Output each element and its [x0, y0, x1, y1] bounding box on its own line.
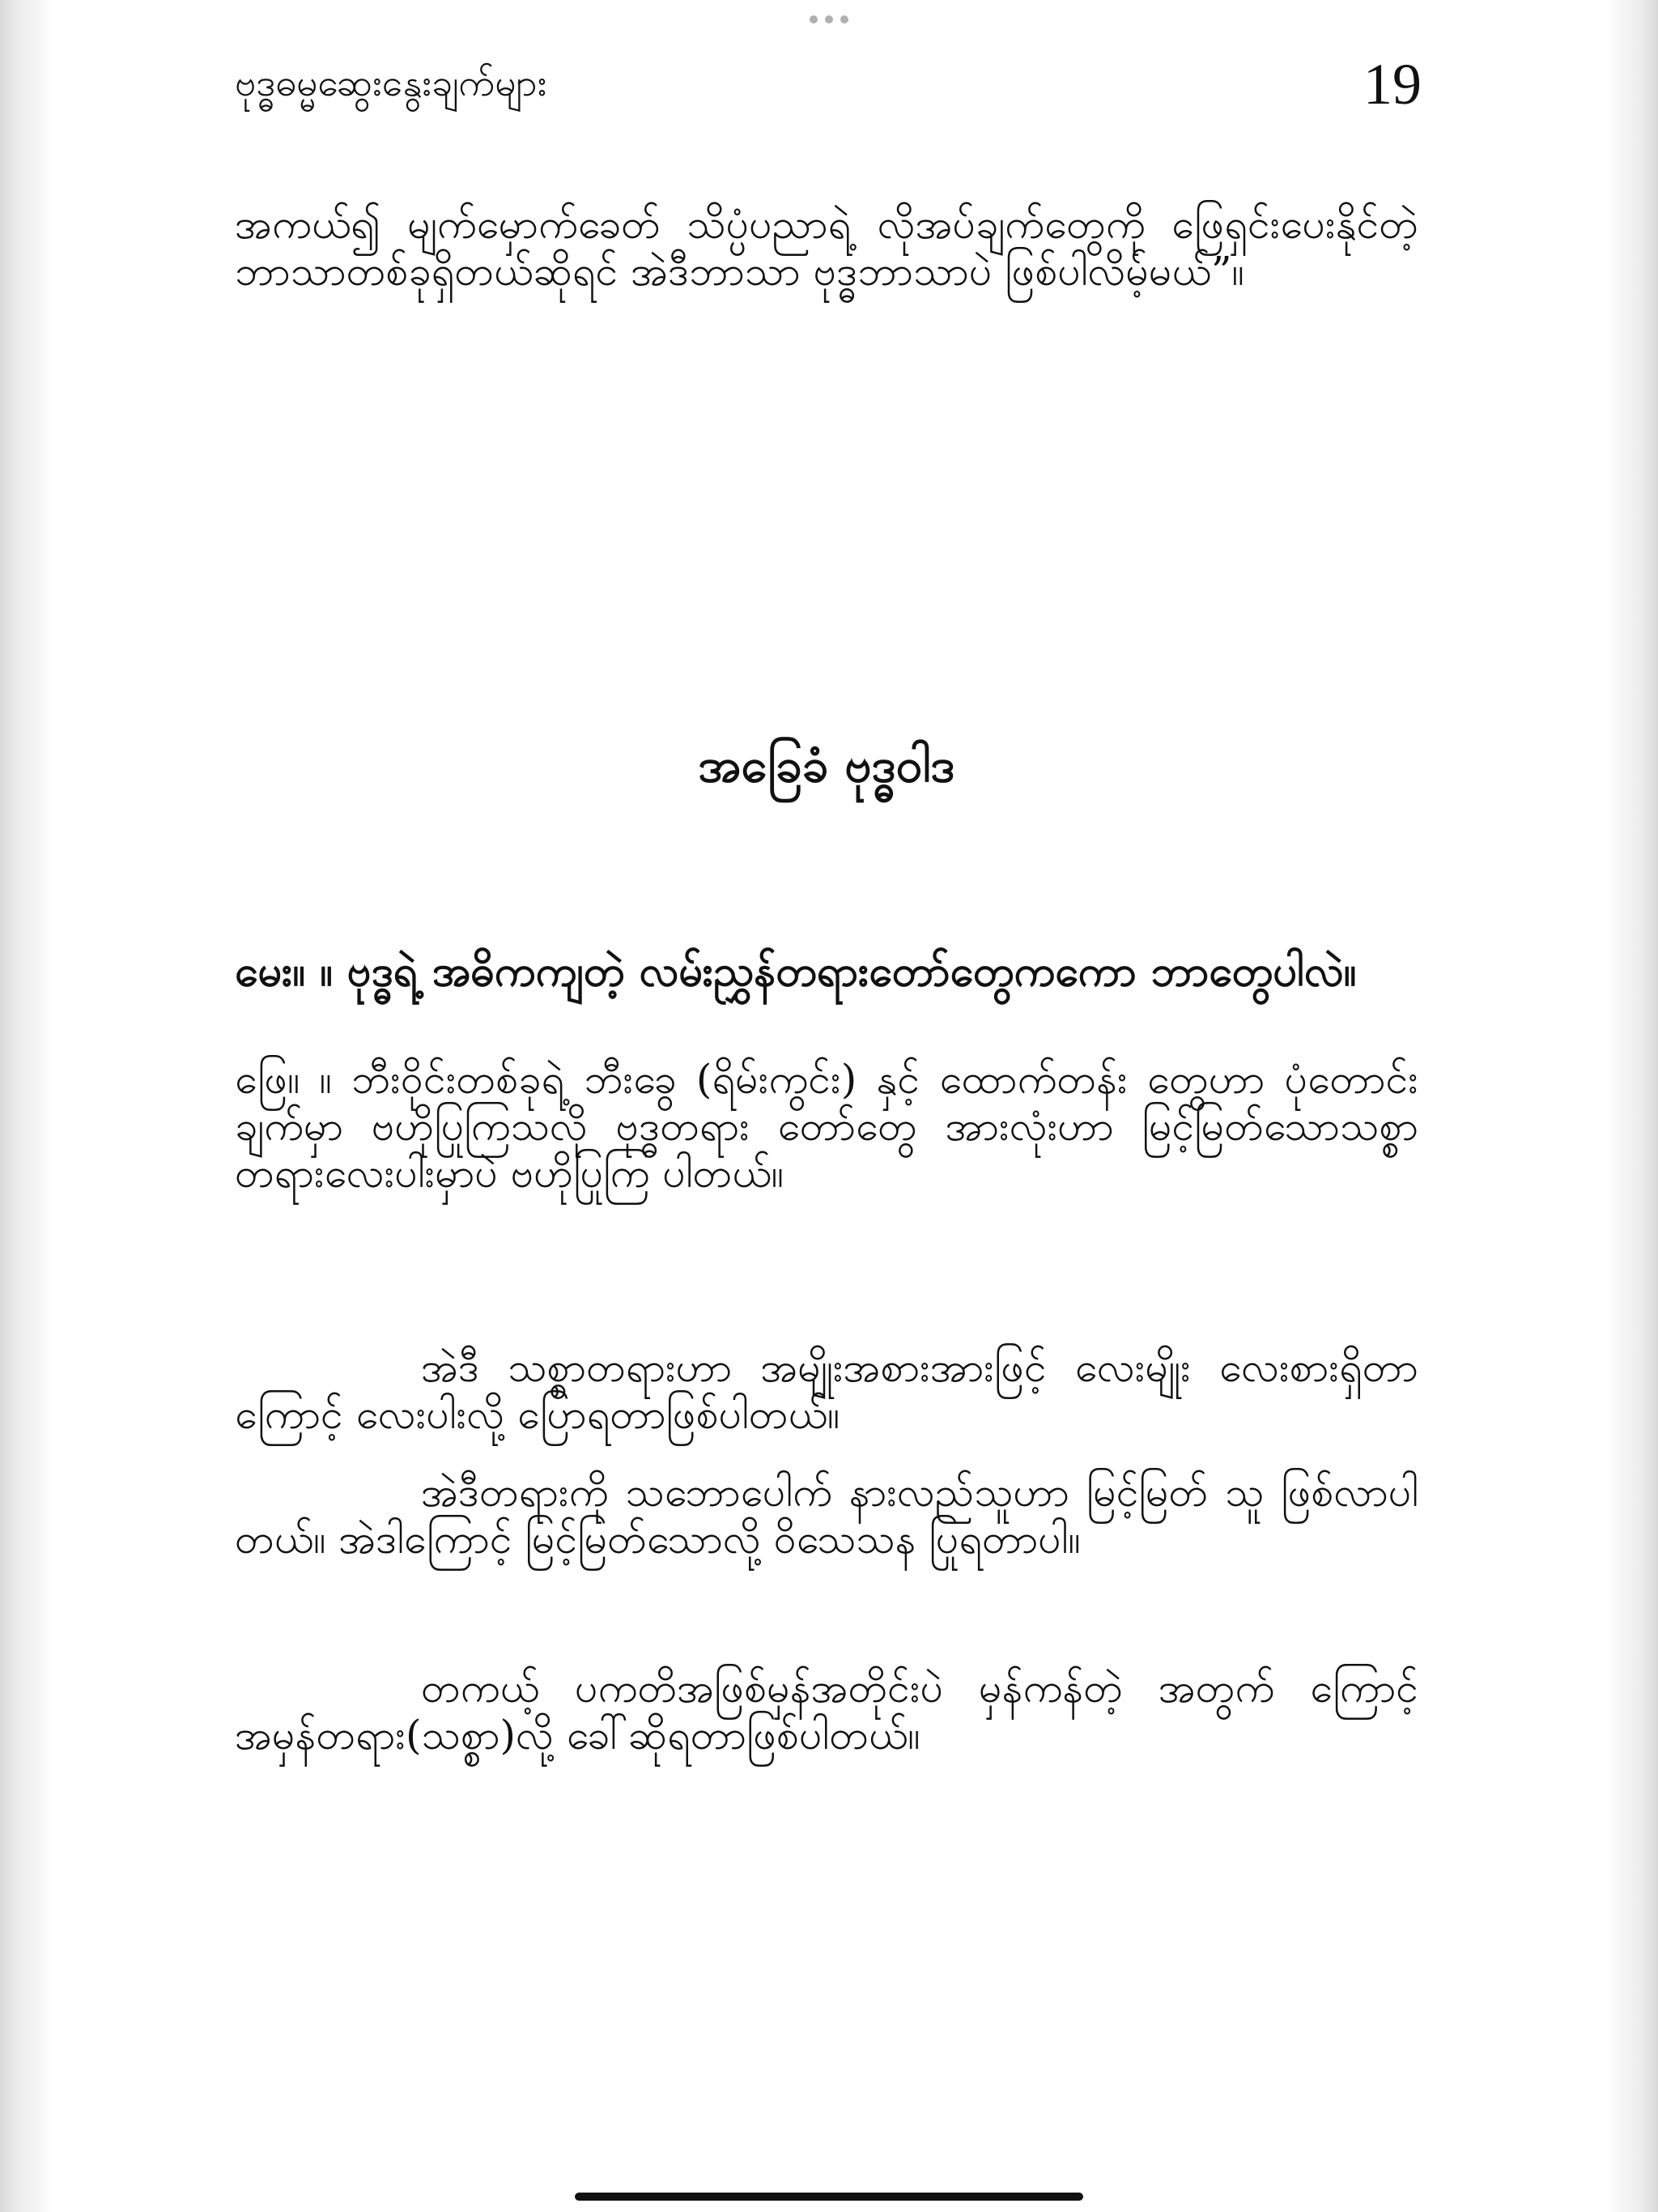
answer-paragraph: အဲဒီတရားကို သဘောပေါက် နားလည်သူဟာ မြင့်မြတ် သူ ဖြစ်လာပါတယ်။ အဲဒါကြောင့် မြင့်မြတ်သောလို့ ဝိသေသန ပြုရတာပါ။	[235, 1469, 1418, 1563]
answer-paragraph: တကယ့် ပကတိအဖြစ်မှန်အတိုင်းပဲ မှန်ကန်တဲ့ အတွက် ကြောင့် အမှန်တရား(သစ္စာ)လို့ ခေါ်ဆိုရတာဖြစ်ပါတယ်။	[235, 1665, 1418, 1759]
continuation-paragraph: အကယ်၍ မျက်မှောက်ခေတ် သိပ္ပံပညာရဲ့ လိုအပ်ချက်တွေကို ဖြေရှင်းပေးနိုင်တဲ့ ဘာသာတစ်ခုရှိတယ်ဆိုရင် အဲဒီဘာသာ ဗုဒ္ဓဘာသာပဲ ဖြစ်ပါလိမ့်မယ်”။	[235, 201, 1418, 295]
more-options-handle-icon[interactable]	[810, 15, 848, 24]
page-edge-left	[0, 0, 52, 2212]
home-indicator[interactable]	[575, 2193, 1083, 2201]
section-heading: အခြေခံ ဗုဒ္ဓဝါဒ	[698, 738, 955, 793]
handle-dot	[810, 15, 818, 23]
page-number: 19	[1363, 52, 1422, 117]
answer-paragraph: အဲဒီ သစ္စာတရားဟာ အမျိုးအစားအားဖြင့် လေးမျိုး လေးစားရှိတာကြောင့် လေးပါးလို့ ပြောရတာဖြစ်ပါတယ်။	[235, 1344, 1418, 1438]
answer-paragraph: ဖြေ။ ။ ဘီးဝိုင်းတစ်ခုရဲ့ ဘီးခွေ (ရိမ်းကွင်း) နှင့် ထောက်တန်း တွေဟာ ပုံတောင်းချက်မှာ ဗဟိုပြုကြသလို ဗုဒ္ဓတရား တော်တွေ အားလုံးဟာ မြင့်မြတ်သောသစ္စာတရားလေးပါးမှာပဲ ဗဟိုပြုကြ ပါတယ်။	[235, 1056, 1418, 1197]
handle-dot	[840, 15, 848, 23]
running-title: ဗုဒ္ဓဓမ္မဆွေးနွေးချက်များ	[235, 61, 547, 104]
question-paragraph: မေး။ ။ ဗုဒ္ဓရဲ့ အဓိကကျတဲ့ လမ်းညွှန်တရားတော်တွေကကော ဘာတွေပါလဲ။	[235, 946, 1357, 996]
handle-dot	[825, 15, 833, 23]
page-edge-right	[1609, 0, 1658, 2212]
